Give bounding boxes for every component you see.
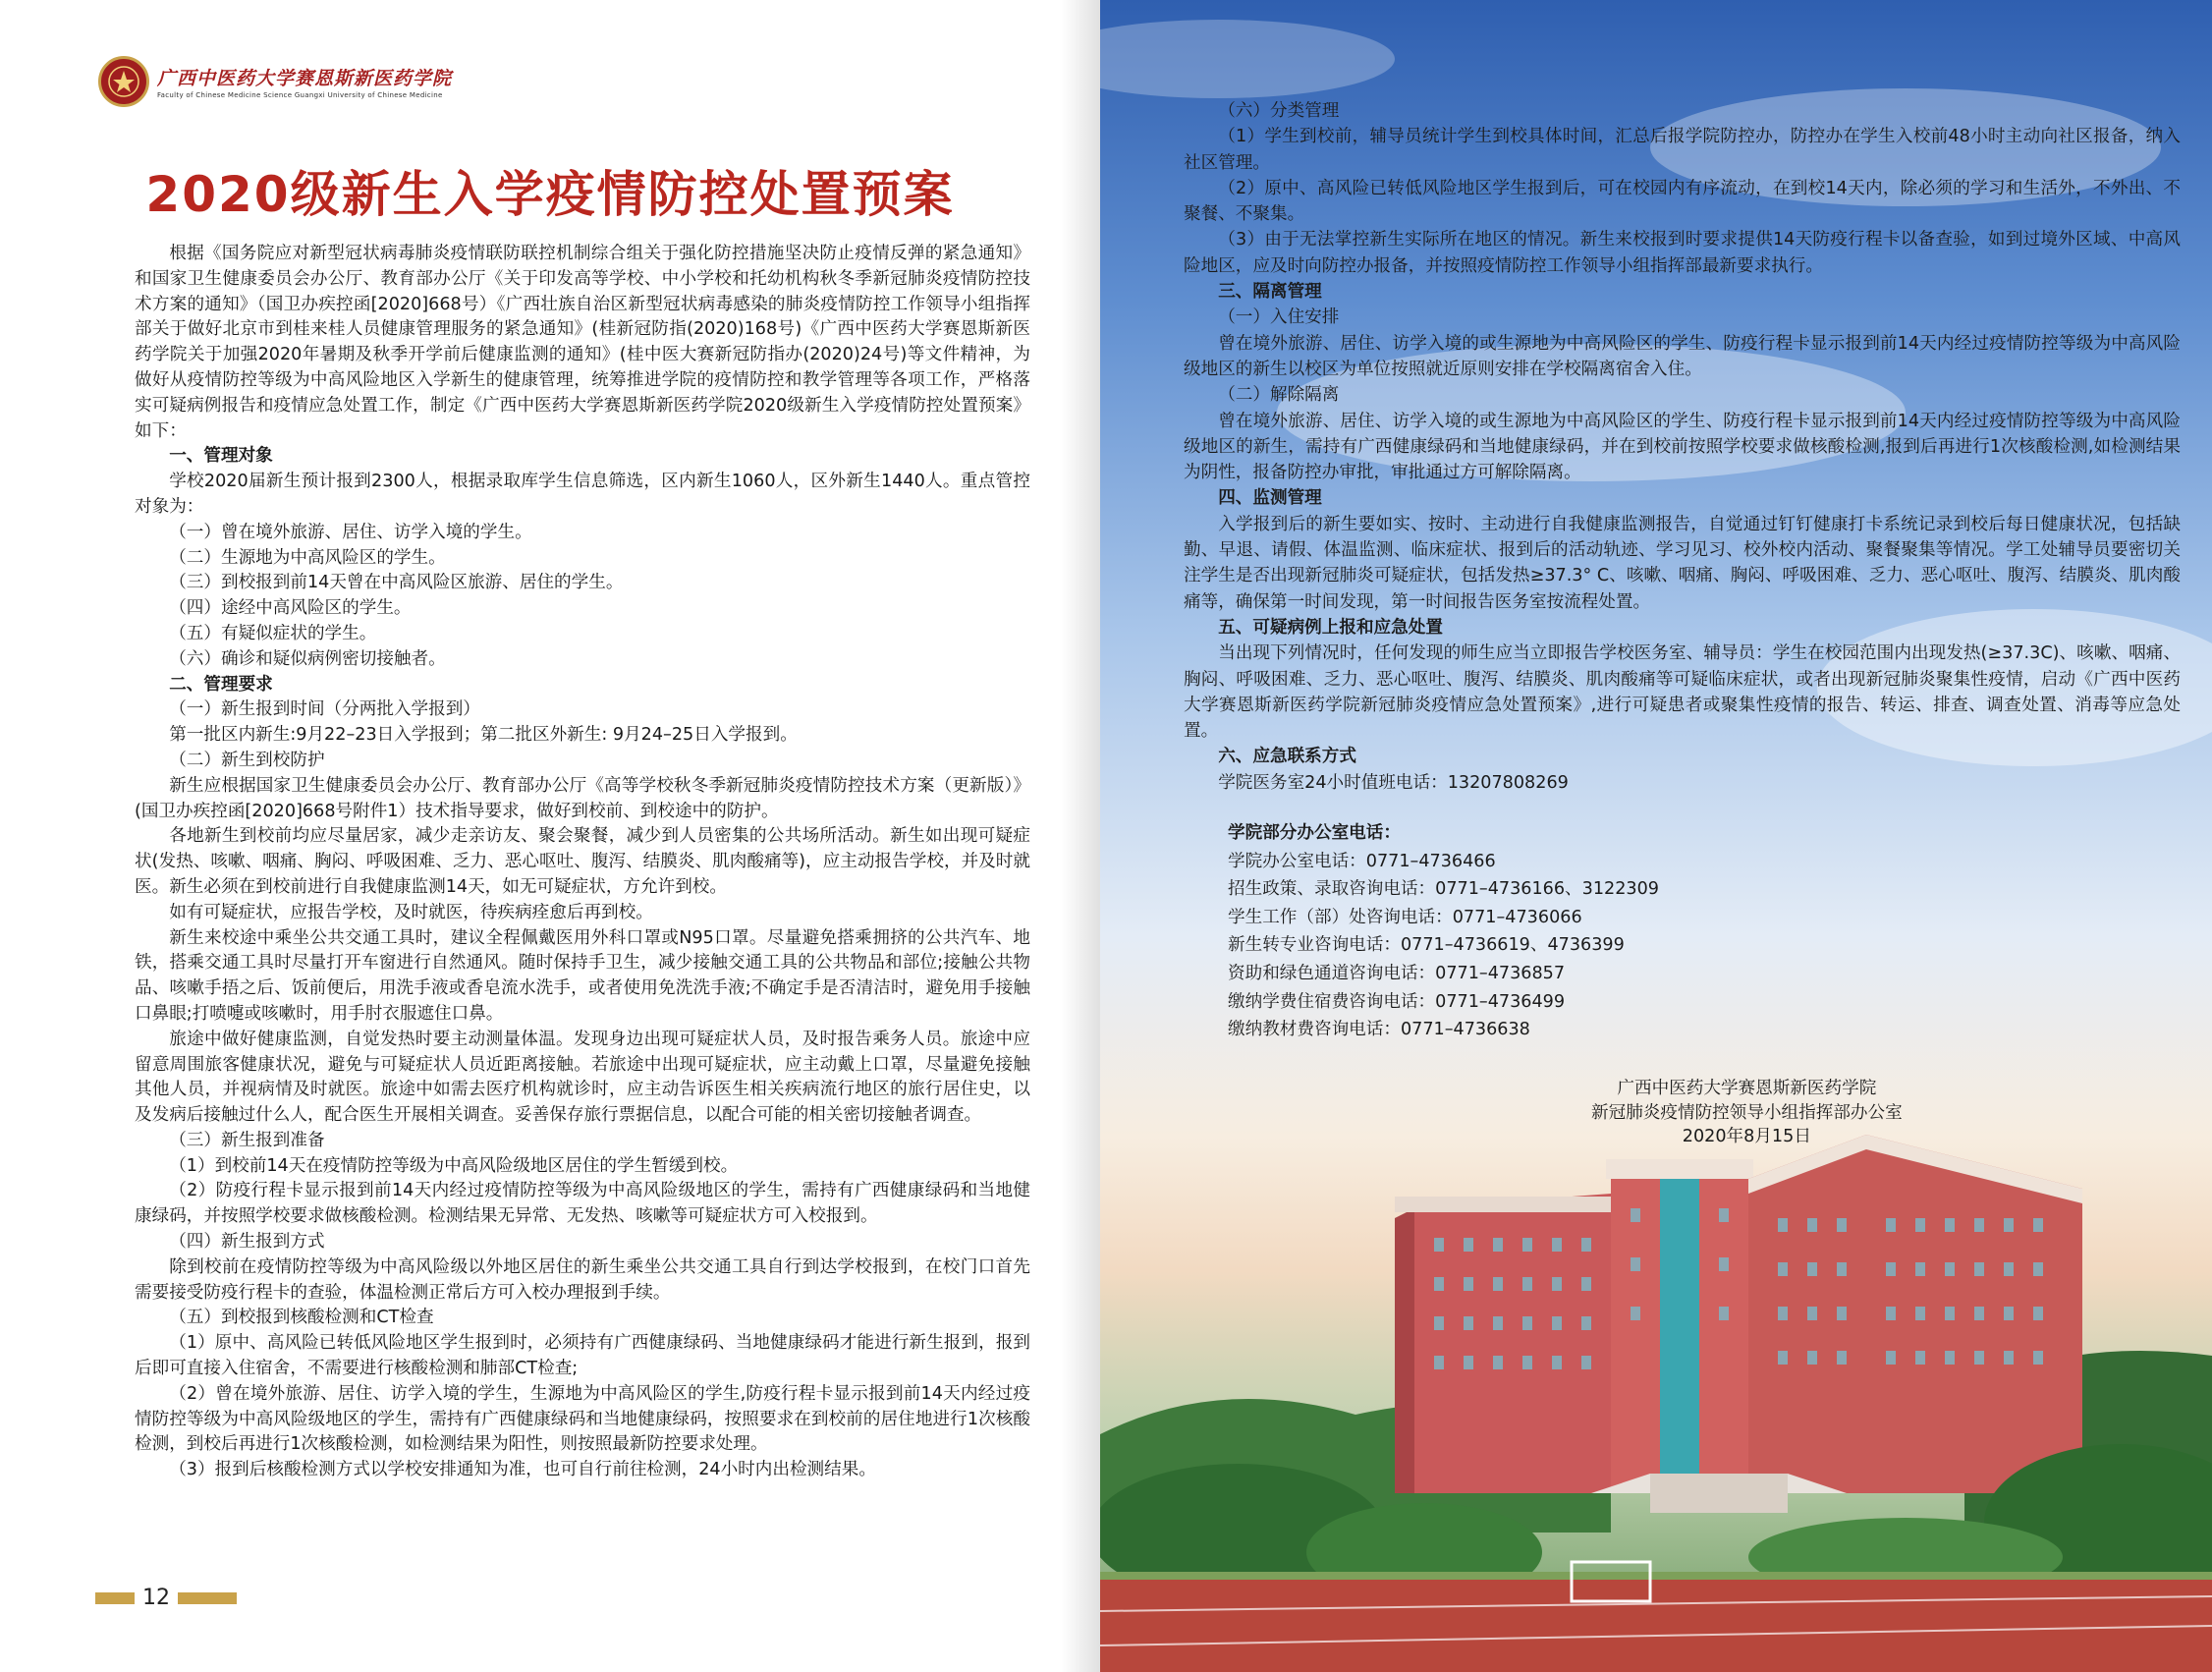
paragraph: （2）防疫行程卡显示报到前14天内经过疫情防控等级为中高风险级地区的学生，需持有广西健康绿码和当地健康绿码，并按照学校要求做核酸检测。检测结果无异常、无发热、咳嗽等可疑症状方可入校报到。 <box>135 1181 1030 1227</box>
paragraph: 当出现下列情况时，任何发现的师生应当立即报告学校医务室、辅导员：学生在校园范围内出现发热(≥37.3C)、咳嗽、咽痛、胸闷、呼吸困难、乏力、恶心呕吐、腹泻、结膜炎、肌肉酸痛等可疑临床症状，或者出现新冠肺炎聚集性疫情，启动《广西中医药大学赛恩斯新医药学院新冠肺炎疫情应急处置预案》,进行可疑患者或聚集性疫情的报告、转运、排查、调查处置、消毒等应急处置。 <box>1184 643 2181 742</box>
contact-item: 缴纳学费住宿费咨询电话：0771–4736499 <box>1228 991 1566 1012</box>
paragraph: （1）原中、高风险已转低风险地区学生报到时，必须持有广西健康绿码、当地健康绿码才能进行新生报到，报到后即可直接入住宿舍，不需要进行核酸检测和肺部CT检查; <box>135 1333 1030 1379</box>
subheading: （二）新生到校防护 <box>169 750 325 770</box>
page-title: 2020级新生入学疫情防控处置预案 <box>145 166 955 223</box>
paragraph: 新生应根据国家卫生健康委员会办公厅、教育部办公厅《高等学校秋冬季新冠肺炎疫情防控技术方案（更新版）》(国卫办疾控函[2020]668号附件1）技术指导要求，做好到校前、到校途中的防护。 <box>135 775 1030 821</box>
contact-item: 学生工作（部）处咨询电话：0771–4736066 <box>1228 907 1582 927</box>
contact-list <box>1228 819 1659 1044</box>
contact-item: 招生政策、录取咨询电话：0771–4736166、3122309 <box>1228 879 1660 900</box>
logo-chinese-name: 广西中医药大学赛恩斯新医药学院 <box>157 68 453 89</box>
signature-date: 2020年8月15日 <box>1682 1127 1811 1146</box>
section-heading-5: 五、可疑病例上报和应急处置 <box>1218 617 1443 638</box>
list-item: （二）生源地为中高风险区的学生。 <box>169 547 446 568</box>
school-logo-bar <box>98 57 452 106</box>
school-seal-icon <box>98 56 149 107</box>
intro-paragraph: 根据《国务院应对新型冠状病毒肺炎疫情联防联控机制综合组关于强化防控措施坚决防止疫情反弹的紧急通知》和国家卫生健康委员会办公厅、教育部办公厅《关于印发高等学校、中小学校和托幼机构秋冬季新冠肺炎疫情防控技术方案的通知》（国卫办疾控函[2020]668号）《广西壮族自治区新型冠状病毒感染的肺炎疫情防控工作领导小组指挥部关于做好北京市到桂来桂人员健康管理服务的紧急通知》(桂新冠防指(2020)168号)《广西中医药大学赛恩斯新医药学院关于加强2020年暑期及秋季开学前后健康监测的通知》(桂中医大赛新冠防指办(2020)24号)等文件精神，为做好从疫情防控等级为中高风险地区入学新生的健康管理，统筹推进学院的疫情防控和教学管理等各项工作，严格落实可疑病例报告和疫情应急处置工作，制定《广西中医药大学赛恩斯新医药学院2020级新生入学疫情防控处置预案》如下： <box>135 244 1030 441</box>
paragraph: 新生来校途中乘坐公共交通工具时，建议全程佩戴医用外科口罩或N95口罩。尽量避免搭乘拥挤的公共汽车、地铁，搭乘交通工具时尽量打开车窗进行自然通风。随时保持手卫生，减少接触交通工具的公共物品和部位;接触公共物品、咳嗽手捂之后、饭前便后，用洗手液或香皂流水洗手，或者使用免洗洗手液;不确定手是否清洁时，避免用手接触口鼻眼;打喷嚏或咳嗽时，用手肘衣服遮住口鼻。 <box>135 927 1030 1024</box>
page-number: 12 <box>142 1586 170 1610</box>
paragraph: 第一批区内新生:9月22–23日入学报到；第二批区外新生: 9月24–25日入学报到。 <box>169 725 798 746</box>
list-item: （一）曾在境外旅游、居住、访学入境的学生。 <box>169 522 532 542</box>
contact-item: 学院办公室电话：0771–4736466 <box>1228 851 1496 871</box>
page-number-bar-right <box>178 1592 237 1604</box>
section-heading-3: 三、隔离管理 <box>1218 282 1322 303</box>
subheading: （三）新生报到准备 <box>169 1130 325 1150</box>
subheading: （五）到校报到核酸检测和CT检查 <box>169 1308 434 1328</box>
subheading: （二）解除隔离 <box>1218 385 1340 406</box>
logo-english-name: Faculty of Chinese Medicine Science Guangxi University of Chinese Medicine <box>157 91 443 99</box>
list-item: （三）到校报到前14天曾在中高风险区旅游、居住的学生。 <box>169 573 624 593</box>
section-heading-2: 二、管理要求 <box>169 674 273 695</box>
left-body-text <box>135 242 1030 1483</box>
paragraph: （3）报到后核酸检测方式以学校安排通知为准，也可自行前往检测，24小时内出检测结果。 <box>169 1460 876 1480</box>
contact-item: 资助和绿色通道咨询电话：0771–4736857 <box>1228 963 1566 983</box>
paragraph: （3）由于无法掌控新生实际所在地区的情况。新生来校报到时要求提供14天防疫行程卡以备查验，如到过境外区域、中高风险地区，应及时向防控办报备，并按照疫情防控工作领导小组指挥部最新要求执行。 <box>1184 230 2181 276</box>
paragraph: 除到校前在疫情防控等级为中高风险级以外地区居住的新生乘坐公共交通工具自行到达学校报到，在校门口首先需要接受防疫行程卡的查验，体温检测正常后方可入校办理报到手续。 <box>135 1256 1030 1303</box>
spine-shadow <box>1061 0 1100 1672</box>
paragraph: （2）原中、高风险已转低风险地区学生报到后，可在校园内有序流动，在到校14天内，除必须的学习和生活外，不外出、不聚餐、不聚集。 <box>1184 178 2181 225</box>
left-page <box>0 0 1100 1672</box>
paragraph: 学校2020届新生预计报到2300人，根据录取库学生信息筛选，区内新生1060人，区外新生1440人。重点管控对象为： <box>135 472 1030 517</box>
paragraph: 各地新生到校前均应尽量居家，减少走亲访友、聚会聚餐，减少到人员密集的公共场所活动。新生如出现可疑症状(发热、咳嗽、咽痛、胸闷、呼吸困难、乏力、恶心呕吐、腹泻、结膜炎、肌肉酸痛等)，应主动报告学校，并及时就医。新生必须在到校前进行自我健康监测14天，如无可疑症状，方允许到校。 <box>135 826 1030 897</box>
right-body-text <box>1184 98 2181 796</box>
right-page <box>1100 0 2212 1672</box>
paragraph: 曾在境外旅游、居住、访学入境的或生源地为中高风险区的学生、防疫行程卡显示报到前14天内经过疫情防控等级为中高风险级地区的新生以校区为单位按照就近原则安排在学校隔离宿舍入住。 <box>1184 333 2181 379</box>
list-item: （五）有疑似症状的学生。 <box>169 623 377 643</box>
paragraph: 旅途中做好健康监测，自觉发热时要主动测量体温。发现身边出现可疑症状人员，及时报告乘务人员。旅途中应留意周围旅客健康状况，避免与可疑症状人员近距离接触。若旅途中出现可疑症状，应主动戴上口罩，尽量避免接触其他人员，并视病情及时就医。旅途中如需去医疗机构就诊时，应主动告诉医生相关疾病流行地区的旅行居住史，以及发病后接触过什么人，配合医生开展相关调查。妥善保存旅行票据信息，以配合可能的相关密切接触者调查。 <box>135 1029 1030 1126</box>
paragraph: （1）到校前14天在疫情防控等级为中高风险级地区居住的学生暂缓到校。 <box>169 1155 739 1176</box>
paragraph: 曾在境外旅游、居住、访学入境的或生源地为中高风险区的学生、防疫行程卡显示报到前14天内经过疫情防控等级为中高风险级地区的新生，需持有广西健康绿码和当地健康绿码，并在到校前按照学校要求做核酸检测,报到后再进行1次核酸检测,如检测结果为阴性，报备防控办审批，审批通过方可解除隔离。 <box>1184 411 2181 483</box>
signature-block <box>1591 1077 1903 1149</box>
page-number-bar-left <box>95 1592 135 1604</box>
subheading: （一）新生报到时间（分两批入学报到） <box>169 699 480 720</box>
list-item: （四）途经中高风险区的学生。 <box>169 598 412 619</box>
paragraph: （2）曾在境外旅游、居住、访学入境的学生，生源地为中高风险区的学生,防疫行程卡显示报到前14天内经过疫情防控等级为中高风险级地区的学生，需持有广西健康绿码和当地健康绿码，按照要求在到校前的居住地进行1次核酸检测，到校后再进行1次核酸检测，如检测结果为阳性，则按照最新防控要求处理。 <box>135 1383 1030 1455</box>
paragraph: 如有可疑症状，应报告学校，及时就医，待疾病痊愈后再到校。 <box>169 902 653 922</box>
contact-item: 缴纳教材费咨询电话：0771–4736638 <box>1228 1020 1530 1040</box>
section-heading-6: 六、应急联系方式 <box>1218 747 1356 767</box>
section-heading-4: 四、监测管理 <box>1218 488 1322 509</box>
subheading: （一）入住安排 <box>1218 307 1340 328</box>
contact-item: 新生转专业咨询电话：0771–4736619、4736399 <box>1228 935 1625 956</box>
page-number-bar <box>95 1586 237 1610</box>
duty-phone: 学院医务室24小时值班电话：13207808269 <box>1218 772 1569 793</box>
paragraph: 入学报到后的新生要如实、按时、主动进行自我健康监测报告，自觉通过钉钉健康打卡系统记录到校后每日健康状况，包括缺勤、早退、请假、体温监测、临床症状、报到后的活动轨迹、学习见习、校外校内活动、聚餐聚集等情况。学工处辅导员要密切关注学生是否出现新冠肺炎可疑症状，包括发热≥37.3° C、咳嗽、咽痛、胸闷、呼吸困难、乏力、恶心呕吐、腹泻、结膜炎、肌肉酸痛等，确保第一时间发现，第一时间报告医务室按流程处置。 <box>1184 514 2181 612</box>
paragraph: （1）学生到校前，辅导员统计学生到校具体时间，汇总后报学院防控办，防控办在学生入校前48小时主动向社区报备，纳入社区管理。 <box>1184 127 2181 173</box>
section-heading-1: 一、管理对象 <box>169 446 273 467</box>
subheading: （四）新生报到方式 <box>169 1232 325 1253</box>
subheading: （六）分类管理 <box>1218 101 1340 121</box>
signature-office: 新冠肺炎疫情防控领导小组指挥部办公室 <box>1591 1102 1903 1123</box>
contact-list-heading: 学院部分办公室电话： <box>1228 823 1401 843</box>
signature-org: 广西中医药大学赛恩斯新医药学院 <box>1617 1079 1877 1098</box>
list-item: （六）确诊和疑似病例密切接触者。 <box>169 648 446 669</box>
